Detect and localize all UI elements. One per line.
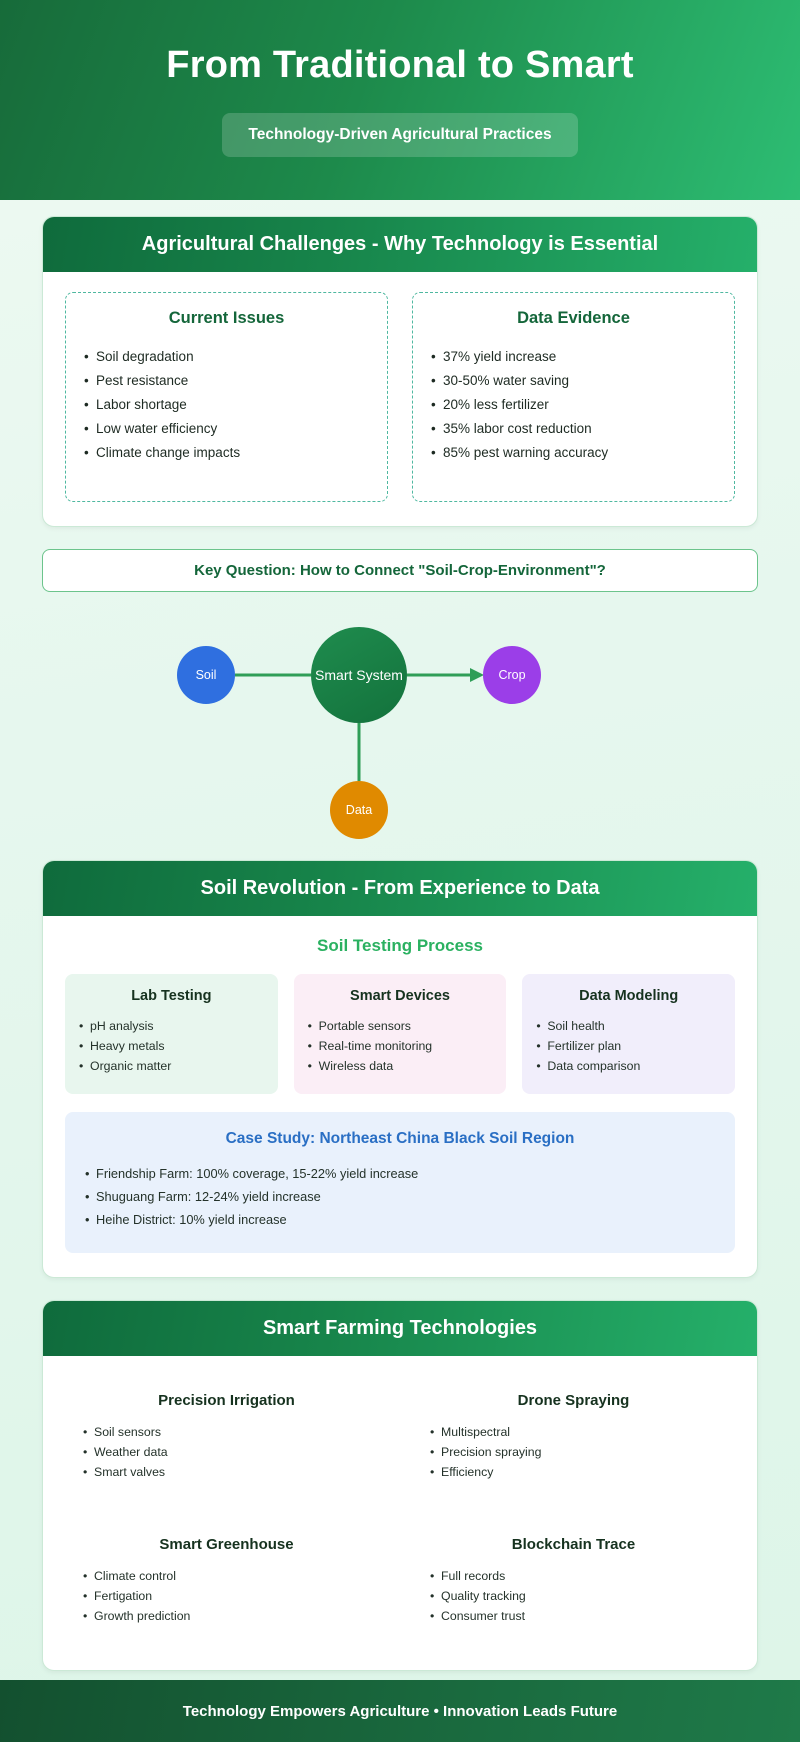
current-issues-title: Current Issues bbox=[168, 309, 285, 327]
tech-card-drone-spraying bbox=[412, 1376, 735, 1502]
tech-card-list bbox=[430, 1566, 717, 1626]
node-data[interactable]: Data bbox=[330, 781, 388, 839]
section-challenges bbox=[42, 216, 758, 527]
section-soil-body bbox=[43, 916, 757, 1277]
tech-card-title: Smart Greenhouse bbox=[159, 1536, 294, 1553]
data-evidence-list bbox=[431, 344, 716, 464]
current-issues-box bbox=[65, 292, 388, 502]
list-item: • Shuguang Farm: 12-24% yield increase bbox=[85, 1185, 715, 1208]
section-soil bbox=[42, 860, 758, 1278]
list-item: • Smart valves bbox=[83, 1462, 370, 1482]
list-item: • Multispectral bbox=[430, 1422, 717, 1442]
list-item: • Precision spraying bbox=[430, 1442, 717, 1462]
list-item: • 35% labor cost reduction bbox=[431, 416, 716, 440]
hero-subtitle-badge: Technology-Driven Agricultural Practices bbox=[222, 113, 577, 157]
soil-card-list bbox=[79, 1016, 264, 1076]
list-item: • Pest resistance bbox=[84, 368, 369, 392]
soil-card-title: Lab Testing bbox=[131, 988, 212, 1004]
list-item: • Organic matter bbox=[79, 1056, 264, 1076]
section-challenges-header: Agricultural Challenges - Why Technology is Essential bbox=[43, 217, 757, 272]
case-study-box bbox=[65, 1112, 735, 1253]
tech-card-title: Blockchain Trace bbox=[511, 1536, 636, 1553]
list-item: • Full records bbox=[430, 1566, 717, 1586]
data-evidence-box bbox=[412, 292, 735, 502]
list-item: • pH analysis bbox=[79, 1016, 264, 1036]
list-item: • Consumer trust bbox=[430, 1606, 717, 1626]
case-study-title: Case Study: Northeast China Black Soil Region bbox=[225, 1130, 575, 1147]
list-item: • Soil health bbox=[536, 1016, 721, 1036]
tech-card-list bbox=[430, 1422, 717, 1482]
case-study-list bbox=[85, 1162, 715, 1231]
list-item: • Growth prediction bbox=[83, 1606, 370, 1626]
list-item: • Heihe District: 10% yield increase bbox=[85, 1208, 715, 1231]
soil-card-smart-devices bbox=[294, 974, 507, 1094]
tech-card-precision-irrigation bbox=[65, 1376, 388, 1502]
list-item: • 30-50% water saving bbox=[431, 368, 716, 392]
soil-card-title: Data Modeling bbox=[579, 988, 679, 1004]
soil-card-lab-testing bbox=[65, 974, 278, 1094]
tech-card-title: Precision Irrigation bbox=[158, 1392, 295, 1409]
section-tech-body bbox=[43, 1356, 757, 1670]
tech-card-blockchain-trace bbox=[412, 1520, 735, 1646]
list-item: • Low water efficiency bbox=[84, 416, 369, 440]
soil-process-title: Soil Testing Process bbox=[317, 936, 483, 955]
list-item: • Quality tracking bbox=[430, 1586, 717, 1606]
list-item: • Weather data bbox=[83, 1442, 370, 1462]
list-item: • Real-time monitoring bbox=[308, 1036, 493, 1056]
list-item: • 20% less fertilizer bbox=[431, 392, 716, 416]
list-item: • Labor shortage bbox=[84, 392, 369, 416]
smart-system-diagram bbox=[0, 600, 800, 850]
list-item: • Efficiency bbox=[430, 1462, 717, 1482]
diagram-connectors bbox=[0, 600, 800, 850]
list-item: • Friendship Farm: 100% coverage, 15-22% yield increase bbox=[85, 1162, 715, 1185]
list-item: • Portable sensors bbox=[308, 1016, 493, 1036]
key-question-banner: Key Question: How to Connect "Soil-Crop-Environment"? bbox=[42, 549, 758, 592]
footer-banner: Technology Empowers Agriculture • Innovation Leads Future bbox=[0, 1680, 800, 1742]
section-tech-header: Smart Farming Technologies bbox=[43, 1301, 757, 1356]
tech-card-smart-greenhouse bbox=[65, 1520, 388, 1646]
list-item: • Wireless data bbox=[308, 1056, 493, 1076]
soil-card-list bbox=[308, 1016, 493, 1076]
tech-card-list bbox=[83, 1422, 370, 1482]
node-crop[interactable]: Crop bbox=[483, 646, 541, 704]
list-item: • Fertigation bbox=[83, 1586, 370, 1606]
hero-banner bbox=[0, 0, 800, 200]
list-item: • Climate change impacts bbox=[84, 440, 369, 464]
section-tech bbox=[42, 1300, 758, 1671]
tech-card-title: Drone Spraying bbox=[517, 1392, 630, 1409]
node-soil[interactable]: Soil bbox=[177, 646, 235, 704]
soil-card-list bbox=[536, 1016, 721, 1076]
soil-card-title: Smart Devices bbox=[350, 988, 450, 1004]
tech-card-list bbox=[83, 1566, 370, 1626]
list-item: • Fertilizer plan bbox=[536, 1036, 721, 1056]
data-evidence-title: Data Evidence bbox=[517, 309, 630, 327]
section-challenges-body bbox=[43, 272, 757, 526]
list-item: • Data comparison bbox=[536, 1056, 721, 1076]
list-item: • Heavy metals bbox=[79, 1036, 264, 1056]
list-item: • Soil degradation bbox=[84, 344, 369, 368]
soil-card-data-modeling bbox=[522, 974, 735, 1094]
list-item: • Soil sensors bbox=[83, 1422, 370, 1442]
list-item: • 85% pest warning accuracy bbox=[431, 440, 716, 464]
list-item: • 37% yield increase bbox=[431, 344, 716, 368]
node-smart-system[interactable]: Smart System bbox=[311, 627, 407, 723]
page-title: From Traditional to Smart bbox=[166, 43, 634, 86]
section-soil-header: Soil Revolution - From Experience to Data bbox=[43, 861, 757, 916]
current-issues-list bbox=[84, 344, 369, 464]
list-item: • Climate control bbox=[83, 1566, 370, 1586]
